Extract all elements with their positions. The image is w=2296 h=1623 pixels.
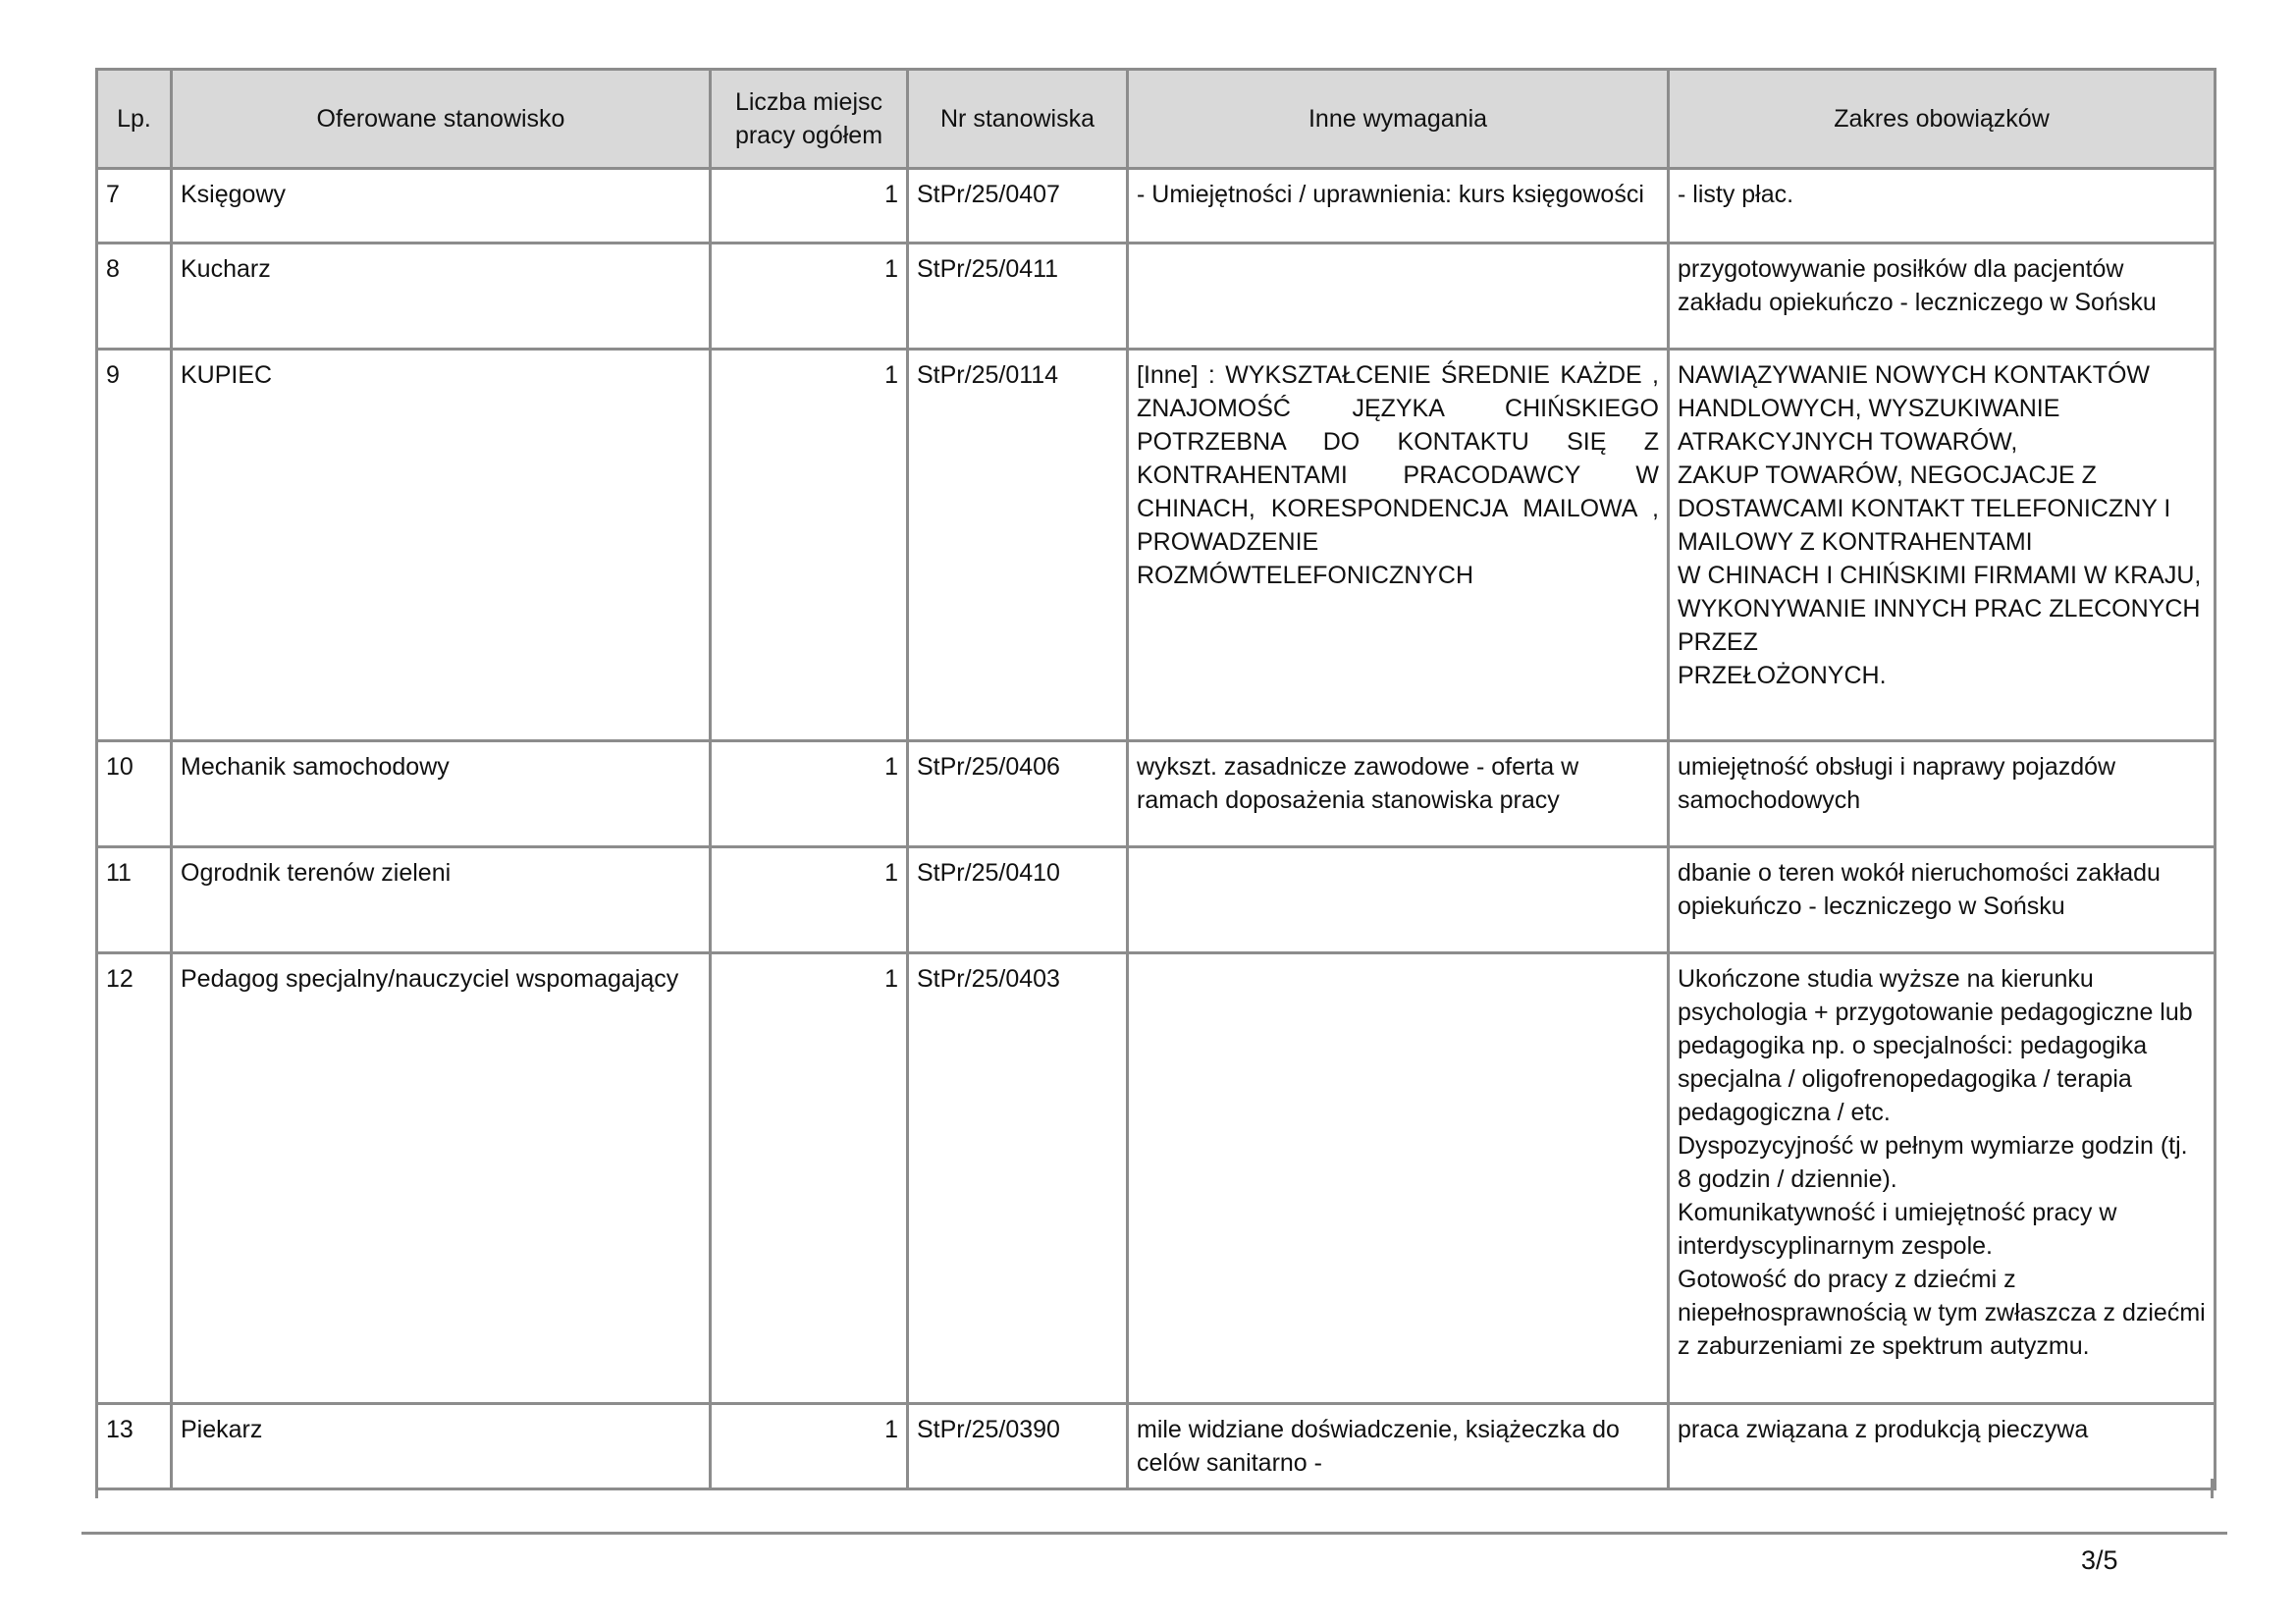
cell-lp: 9	[97, 350, 172, 741]
header-position: Oferowane stanowisko	[172, 70, 711, 169]
table-row	[97, 847, 2216, 953]
cell-duties: NAWIĄZYWANIE NOWYCH KONTAKTÓW HANDLOWYCH, WYSZUKIWANIE ATRAKCYJNYCH TOWARÓW, ZAKUP TOWARÓW, NEGOCJACJE Z DOSTAWCAMI KONTAKT TELEFONICZNY I MAILOWY Z KONTRAHENTAMI W CHINACH I CHIŃSKIMI FIRMAMI W KRAJU, WYKONYWANIE INNYCH PRAC ZLECONYCH PRZEZ PRZEŁOŻONYCH.	[1669, 350, 2216, 741]
cell-requirements: [Inne] : WYKSZTAŁCENIE ŚREDNIE KAŻDE , ZNAJOMOŚĆ JĘZYKA CHIŃSKIEGO POTRZEBNA DO KONTAKTU SIĘ Z KONTRAHENTAMI PRACODAWCY W CHINACH, KORESPONDENCJA MAILOWA , PROWADZENIE ROZMÓWTELEFONICZNYCH	[1128, 350, 1669, 741]
job-offers-table	[95, 68, 2216, 1490]
header-lp: Lp.	[97, 70, 172, 169]
cell-code: StPr/25/0403	[908, 953, 1128, 1404]
cell-code: StPr/25/0390	[908, 1404, 1128, 1489]
cell-lp: 7	[97, 169, 172, 243]
cell-count: 1	[711, 350, 908, 741]
cell-duties: dbanie o teren wokół nieruchomości zakładu opiekuńczo - leczniczego w Sońsku	[1669, 847, 2216, 953]
cell-lp: 13	[97, 1404, 172, 1489]
cell-count: 1	[711, 169, 908, 243]
cell-lp: 10	[97, 741, 172, 847]
cell-requirements	[1128, 847, 1669, 953]
cell-duties: przygotowywanie posiłków dla pacjentów zakładu opiekuńczo - leczniczego w Sońsku	[1669, 243, 2216, 350]
table-row	[97, 350, 2216, 741]
cell-count: 1	[711, 953, 908, 1404]
table-continuation	[95, 1479, 2214, 1498]
cell-requirements: wykszt. zasadnicze zawodowe - oferta w ramach doposażenia stanowiska pracy	[1128, 741, 1669, 847]
table-row	[97, 1404, 2216, 1489]
header-count: Liczba miejsc pracy ogółem	[711, 70, 908, 169]
cell-position: Pedagog specjalny/nauczyciel wspomagający	[172, 953, 711, 1404]
header-code: Nr stanowiska	[908, 70, 1128, 169]
table-row	[97, 243, 2216, 350]
page-number: 3/5	[2081, 1545, 2118, 1575]
cell-code: StPr/25/0410	[908, 847, 1128, 953]
footer-divider	[81, 1532, 2227, 1535]
cell-code: StPr/25/0411	[908, 243, 1128, 350]
cell-lp: 12	[97, 953, 172, 1404]
table-row	[97, 169, 2216, 243]
cell-position: Piekarz	[172, 1404, 711, 1489]
cell-count: 1	[711, 847, 908, 953]
cell-duties: umiejętność obsługi i naprawy pojazdów samochodowych	[1669, 741, 2216, 847]
cell-count: 1	[711, 1404, 908, 1489]
table-row	[97, 953, 2216, 1404]
cell-duties: praca związana z produkcją pieczywa	[1669, 1404, 2216, 1489]
cell-count: 1	[711, 243, 908, 350]
cell-requirements: - Umiejętności / uprawnienia: kurs księgowości	[1128, 169, 1669, 243]
cell-code: StPr/25/0114	[908, 350, 1128, 741]
table-header-row	[97, 70, 2216, 169]
cell-position: KUPIEC	[172, 350, 711, 741]
cell-position: Ogrodnik terenów zieleni	[172, 847, 711, 953]
cell-duties: Ukończone studia wyższe na kierunku psychologia + przygotowanie pedagogiczne lub pedagogika np. o specjalności: pedagogika specjalna / oligofrenopedagogika / terapia pedagogiczna / etc. Dyspozycyjność w pełnym wymiarze godzin (tj. 8 godzin / dziennie). Komunikatywność i umiejętność pracy w interdyscyplinarnym zespole. Gotowość do pracy z dziećmi z niepełnosprawnością w tym zwłaszcza z dziećmi z zaburzeniami ze spektrum autyzmu.	[1669, 953, 2216, 1404]
cell-requirements	[1128, 243, 1669, 350]
cell-lp: 8	[97, 243, 172, 350]
cell-duties: - listy płac.	[1669, 169, 2216, 243]
cell-code: StPr/25/0407	[908, 169, 1128, 243]
header-duties: Zakres obowiązków	[1669, 70, 2216, 169]
cell-code: StPr/25/0406	[908, 741, 1128, 847]
cell-position: Kucharz	[172, 243, 711, 350]
cell-requirements: mile widziane doświadczenie, książeczka do celów sanitarno -	[1128, 1404, 1669, 1489]
cell-position: Mechanik samochodowy	[172, 741, 711, 847]
header-requirements: Inne wymagania	[1128, 70, 1669, 169]
table-row	[97, 741, 2216, 847]
cell-position: Księgowy	[172, 169, 711, 243]
cell-requirements	[1128, 953, 1669, 1404]
cell-count: 1	[711, 741, 908, 847]
cell-lp: 11	[97, 847, 172, 953]
